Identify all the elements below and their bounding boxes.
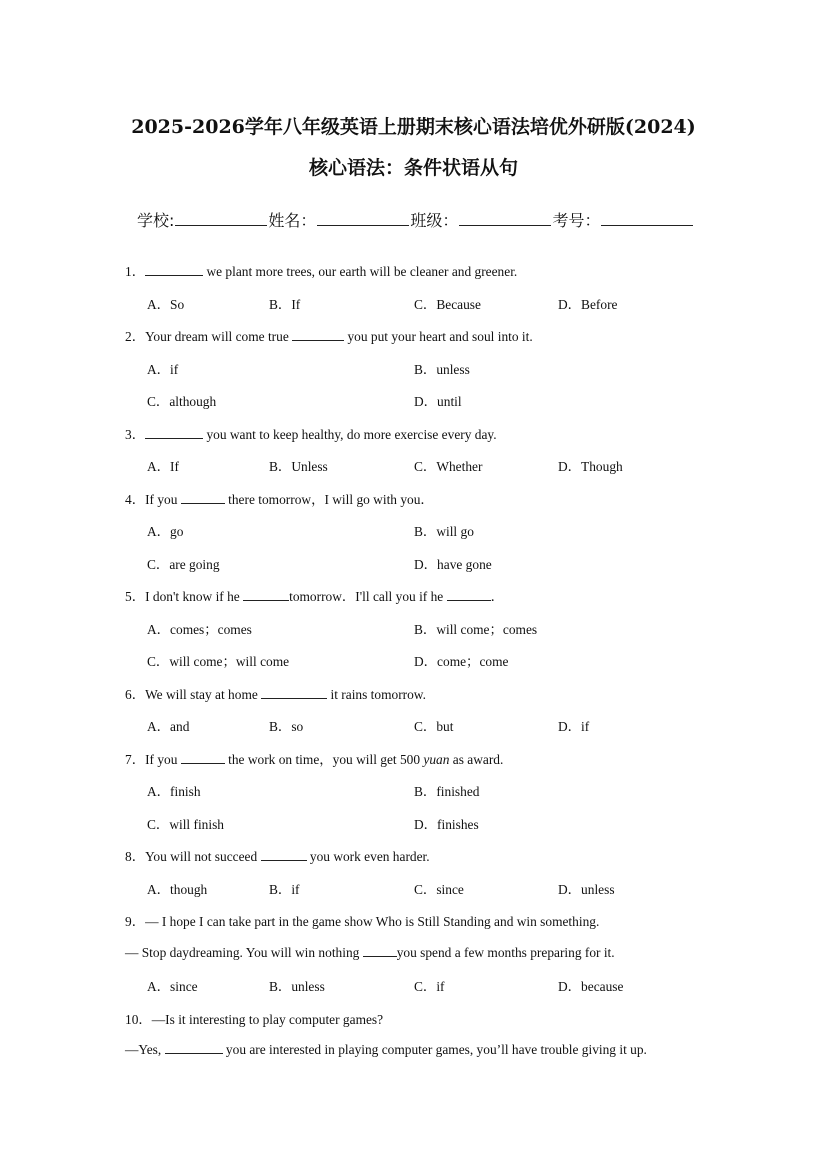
question-8 (125, 846, 430, 865)
question-text: ． (490, 589, 504, 604)
question-text: Your dream will come true (145, 329, 293, 344)
question-text: — I hope I can take part in the game show Who is Still Standing and win something. (145, 914, 600, 929)
italic-word: yuan (423, 752, 450, 767)
question-number: 7． (125, 752, 146, 767)
question-number: 6． (125, 687, 146, 702)
question-text: If you (145, 752, 181, 767)
answer-blank (181, 751, 225, 764)
option-d: D．unless (558, 882, 615, 897)
option-c: C．are going (147, 557, 220, 572)
option-c: C．Whether (414, 459, 483, 474)
page-subtitle: 核心语法：条件状语从句 (308, 157, 518, 179)
option-d: D．come；come (414, 654, 509, 669)
option-b: B．so (269, 719, 304, 734)
option-b: B．if (269, 882, 300, 897)
option-c: C．if (414, 979, 445, 994)
student-info-row (137, 208, 694, 231)
option-d: D．because (558, 979, 624, 994)
answer-blank (145, 263, 203, 276)
question-text: I don't know if he (145, 589, 244, 604)
answer-blank (292, 328, 344, 341)
question-text: it rains tomorrow. (327, 687, 426, 702)
answer-blank (363, 944, 397, 957)
question-text: We will stay at home (145, 687, 262, 702)
option-d: D．Though (558, 459, 623, 474)
option-b: B．unless (269, 979, 325, 994)
name-label: 姓名： (268, 211, 317, 230)
question-number: 3． (125, 427, 146, 442)
question-text: there tomorrow，I will go with you． (224, 492, 434, 507)
question-3 (125, 424, 497, 443)
question-6 (125, 684, 426, 703)
question-number: 2． (125, 329, 146, 344)
question-text: you want to keep healthy, do more exercise every day. (203, 427, 497, 442)
answer-blank (165, 1041, 223, 1054)
school-label: 学校: (137, 211, 175, 230)
option-a: A．go (147, 524, 184, 539)
question-text: —Yes, (125, 1042, 165, 1057)
option-c: C．but (414, 719, 454, 734)
question-10 (125, 1009, 383, 1028)
answer-blank (243, 588, 289, 601)
question-text: — Stop daydreaming. You will win nothing (125, 945, 363, 960)
question-number: 8． (125, 849, 146, 864)
option-b: B．unless (414, 362, 470, 377)
question-9-line-2 (125, 944, 615, 961)
option-d: D．Before (558, 297, 618, 312)
question-text: you are interested in playing computer games, you’ll have trouble giving it up. (222, 1042, 647, 1057)
option-d: D．until (414, 394, 462, 409)
option-a: A．So (147, 297, 185, 312)
option-c: C．will finish (147, 817, 225, 832)
school-blank[interactable] (175, 211, 267, 226)
question-text: You will not succeed (145, 849, 261, 864)
page-title: 2025-2026学年八年级英语上册期末核心语法培优外研版(2024) (131, 116, 696, 138)
question-text: If you (145, 492, 181, 507)
option-c: C．although (147, 394, 217, 409)
option-a: A．comes；comes (147, 622, 252, 637)
question-4 (125, 489, 434, 508)
question-1 (125, 261, 517, 280)
option-b: B．will come；comes (414, 622, 538, 637)
question-text: we plant more trees, our earth will be cleaner and greener. (203, 264, 518, 279)
option-a: A．since (147, 979, 198, 994)
question-text: —Is it interesting to play computer games? (151, 1012, 384, 1027)
option-c: C．since (414, 882, 464, 897)
question-9 (125, 911, 599, 930)
answer-blank (181, 491, 225, 504)
option-b: B．will go (414, 524, 474, 539)
question-7 (125, 749, 503, 768)
question-number: 4． (125, 492, 146, 507)
question-text: you work even harder. (306, 849, 430, 864)
question-10-line-2 (125, 1041, 647, 1058)
class-blank[interactable] (459, 211, 551, 226)
question-number: 1． (125, 264, 146, 279)
question-number: 9． (125, 914, 146, 929)
question-text: as award. (449, 752, 504, 767)
option-b: B．Unless (269, 459, 328, 474)
option-b: B．If (269, 297, 301, 312)
option-a: A．though (147, 882, 208, 897)
answer-blank (447, 588, 491, 601)
option-b: B．finished (414, 784, 480, 799)
answer-blank (261, 686, 327, 699)
answer-blank (261, 848, 307, 861)
question-text: tomorrow．I'll call you if he (289, 589, 447, 604)
option-d: D．finishes (414, 817, 479, 832)
option-a: A．If (147, 459, 179, 474)
question-number: 10． (125, 1012, 152, 1027)
exam-number-label: 考号： (552, 211, 601, 230)
question-2 (125, 326, 533, 345)
question-text: you put your heart and soul into it. (344, 329, 533, 344)
question-text: you spend a few months preparing for it. (396, 945, 615, 960)
option-a: A．if (147, 362, 179, 377)
option-a: A．and (147, 719, 190, 734)
name-blank[interactable] (317, 211, 409, 226)
question-number: 5． (125, 589, 146, 604)
exam-number-blank[interactable] (601, 211, 693, 226)
question-text: the work on time，you will get 500 (224, 752, 424, 767)
option-d: D．if (558, 719, 590, 734)
question-5 (125, 586, 504, 605)
class-label: 班级： (410, 211, 459, 230)
option-c: C．will come；will come (147, 654, 290, 669)
option-d: D．have gone (414, 557, 492, 572)
option-c: C．Because (414, 297, 481, 312)
answer-blank (145, 426, 203, 439)
option-a: A．finish (147, 784, 201, 799)
